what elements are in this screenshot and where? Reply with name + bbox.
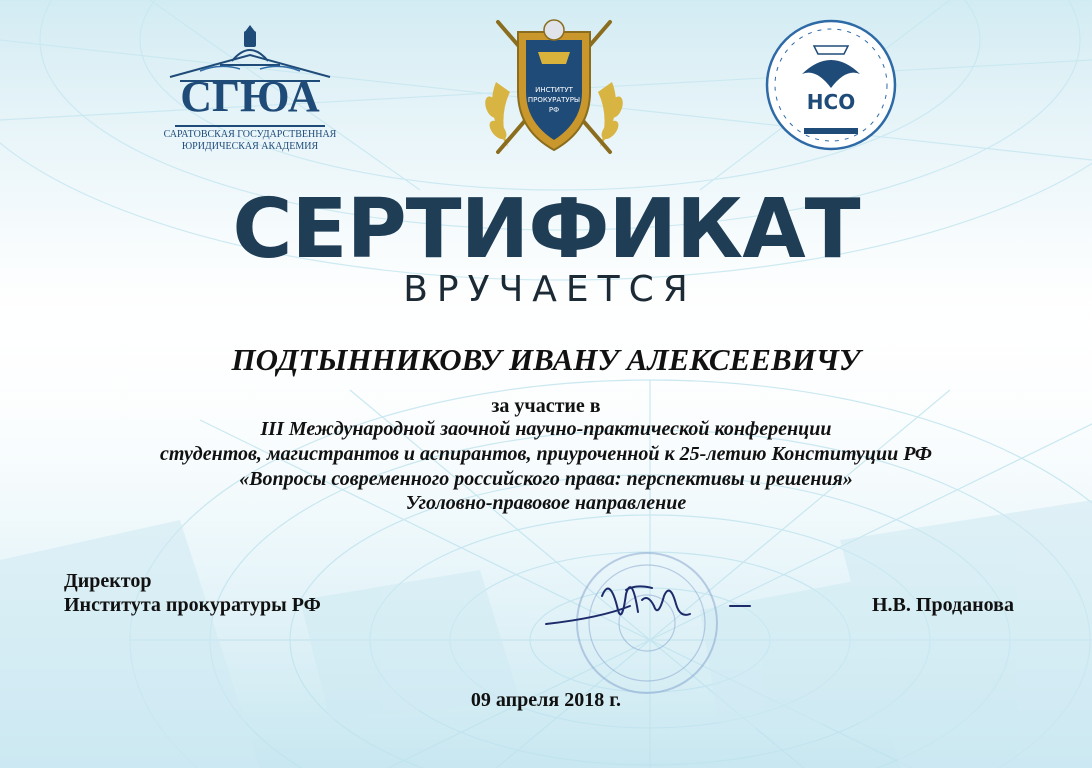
nso-emblem-icon bbox=[762, 16, 900, 154]
sgua-logo bbox=[160, 25, 340, 155]
certificate-date: 09 апреля 2018 г. bbox=[470, 689, 622, 711]
sgua-abbreviation: СГЮА bbox=[180, 72, 320, 121]
recipient-name: ПОДТЫННИКОВУ ИВАНУ АЛЕКСЕЕВИЧУ bbox=[231, 342, 861, 377]
section-line: Уголовно-правовое направление bbox=[405, 492, 687, 514]
nso-logo bbox=[762, 16, 900, 154]
svg-text:ИНСТИТУТ: ИНСТИТУТ bbox=[535, 86, 573, 94]
conference-theme-line: «Вопросы современного российского права: перспективы и решения» bbox=[239, 468, 853, 490]
conference-line: III Международной заочной научно-практической конференции bbox=[260, 418, 832, 440]
signer-position-line1: Директор bbox=[64, 570, 152, 592]
shield-emblem-icon bbox=[478, 12, 630, 162]
signer-position-line2: Института прокуратуры РФ bbox=[64, 594, 321, 616]
prosecution-institute-emblem bbox=[478, 12, 630, 162]
handwritten-signature-icon bbox=[540, 566, 760, 646]
nso-abbreviation: НСО bbox=[806, 90, 856, 114]
sgua-underline bbox=[175, 125, 325, 127]
svg-text:РФ: РФ bbox=[548, 106, 560, 114]
svg-text:ПРОКУРАТУРЫ: ПРОКУРАТУРЫ bbox=[527, 96, 581, 104]
participants-line: студентов, магистрантов и аспирантов, приуроченной к 25-летию Конституции РФ bbox=[160, 443, 932, 465]
sgua-caption-line1: САРАТОВСКАЯ ГОСУДАРСТВЕННАЯ bbox=[163, 129, 337, 140]
signer-name: Н.В. Проданова bbox=[872, 594, 1014, 616]
certificate-subtitle: ВРУЧАЕТСЯ bbox=[403, 269, 697, 310]
participation-line: за участие в bbox=[491, 395, 601, 417]
certificate-title: СЕРТИФИКАТ bbox=[232, 182, 860, 277]
sgua-caption-line2: ЮРИДИЧЕСКАЯ АКАДЕМИЯ bbox=[181, 141, 319, 152]
